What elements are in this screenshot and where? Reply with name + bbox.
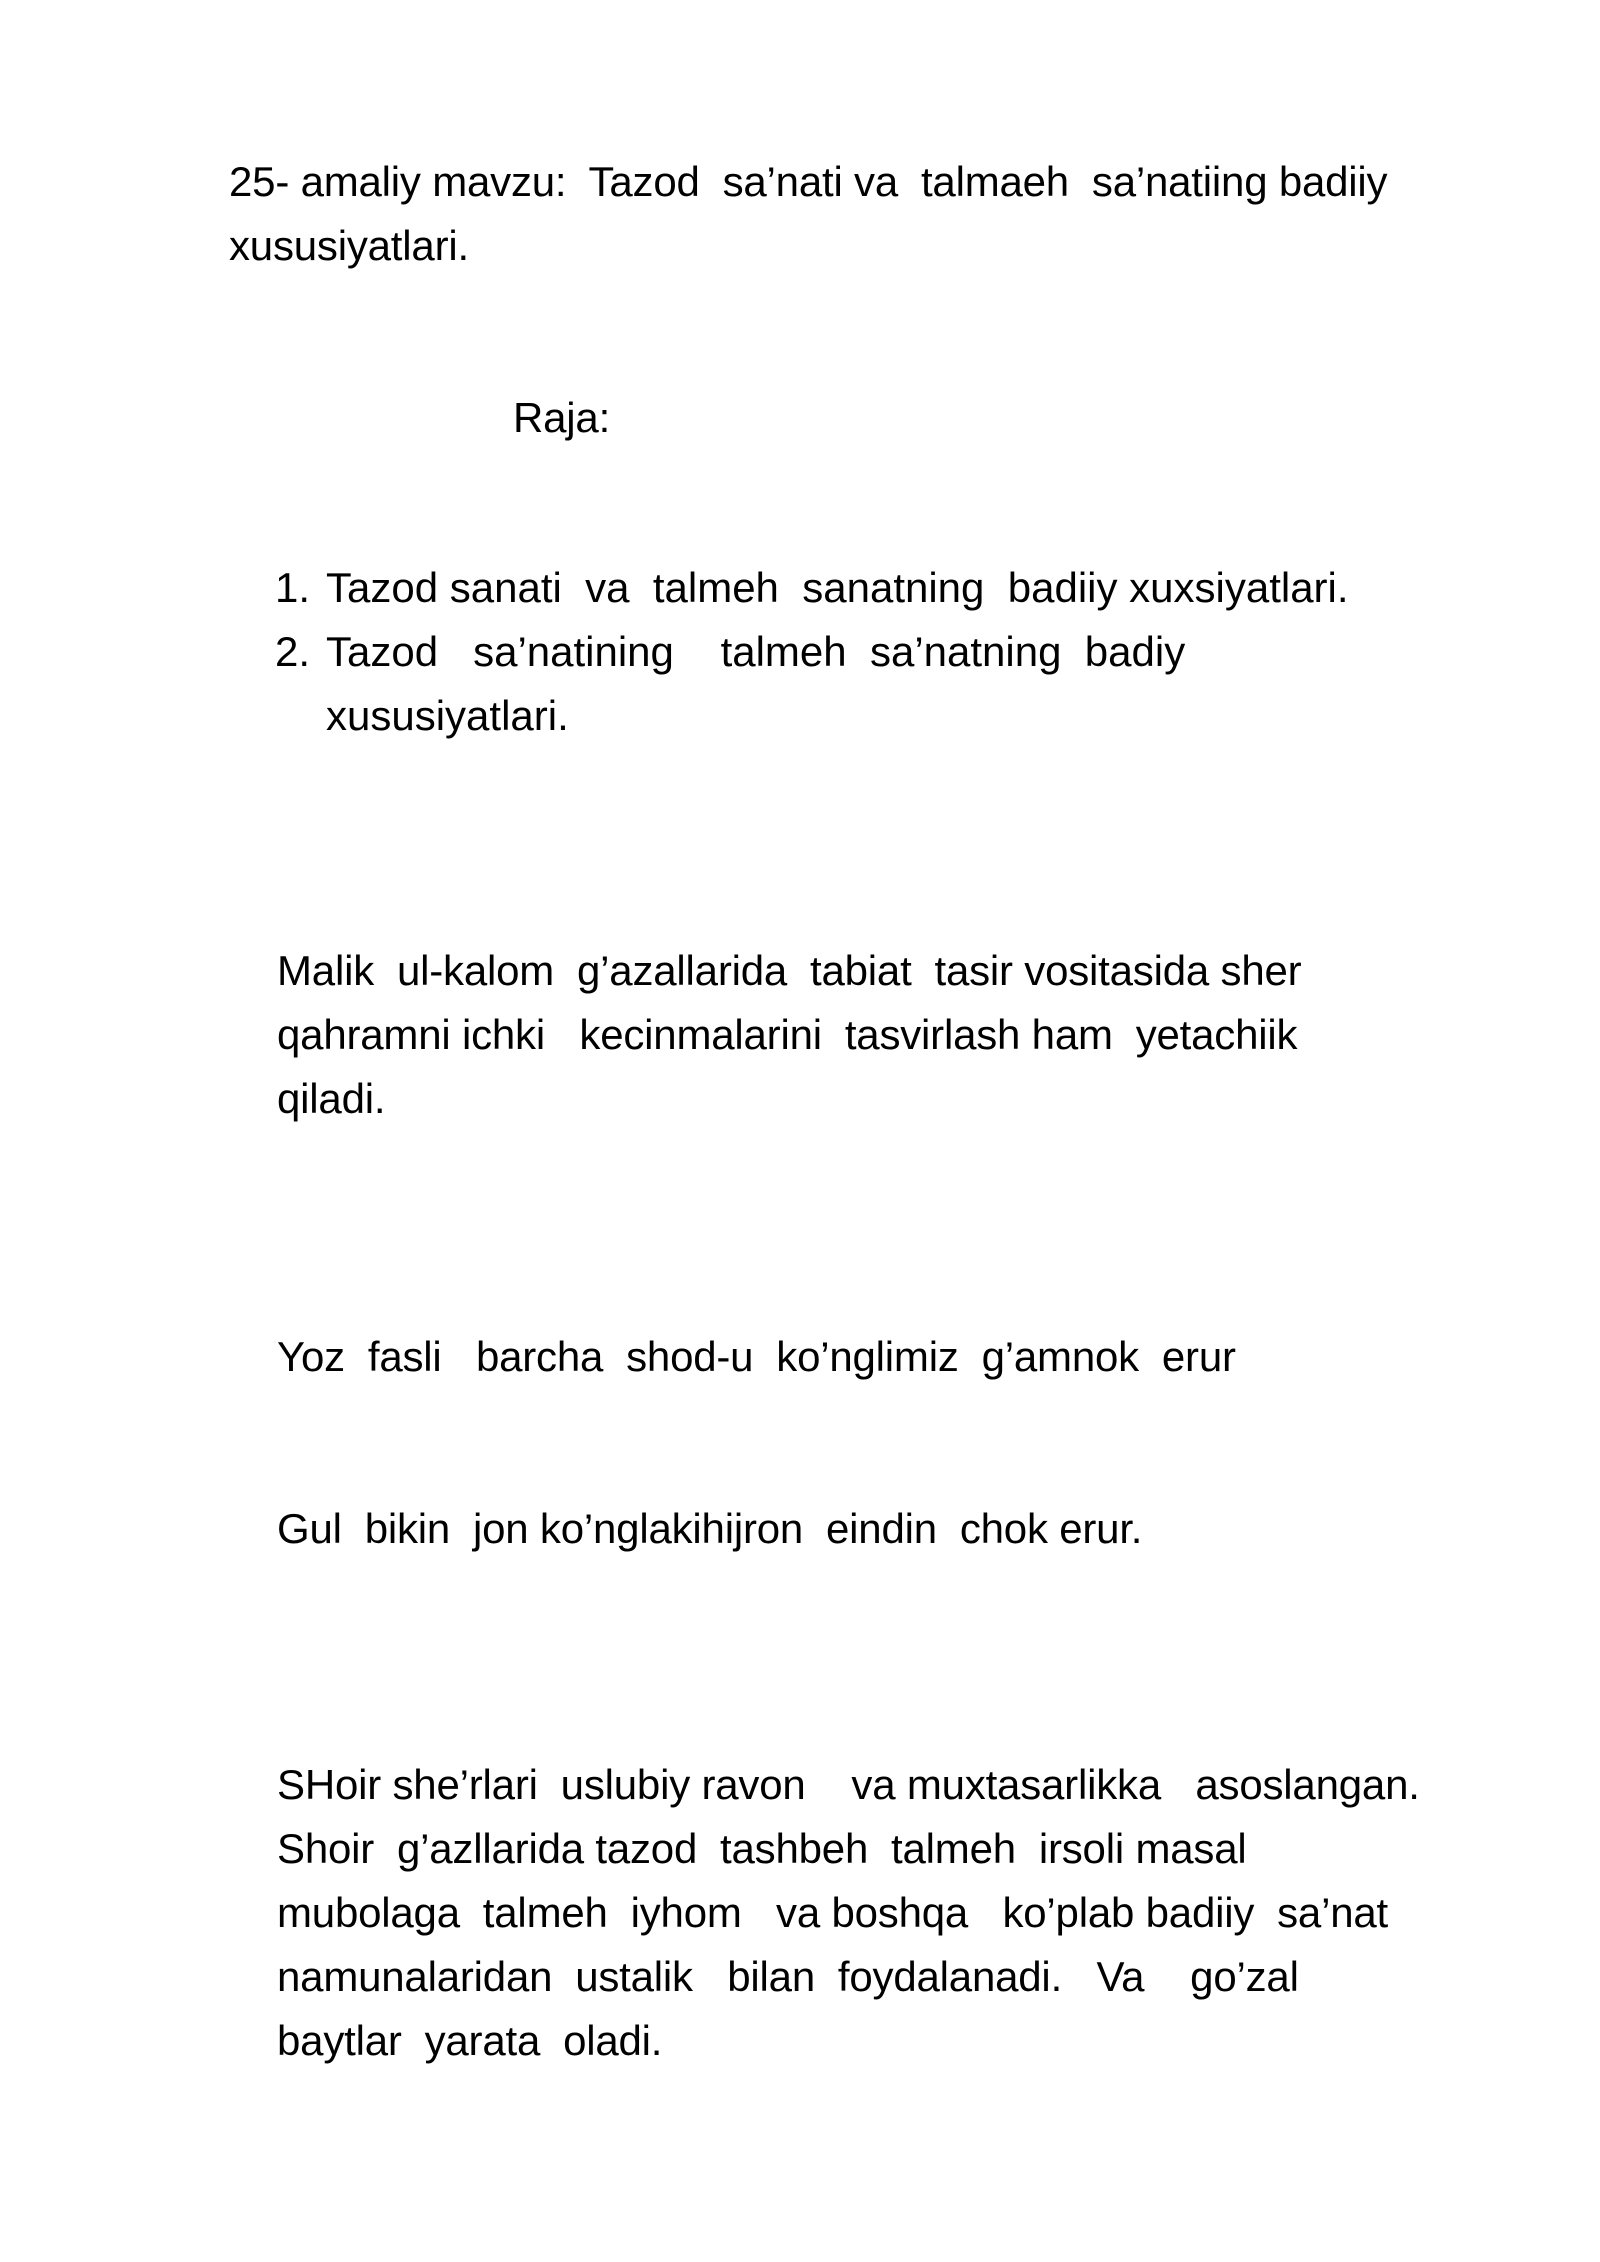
paragraph-line: qahramni ichki kecinmalarini tasvirlash ham yetachiik xyxy=(277,1011,1298,1058)
plan-list xyxy=(275,556,1349,748)
list-item-number: 1. xyxy=(275,564,311,611)
list-item-text: Tazod sanati va talmeh sanatning badiiy xuxsiyatlari. xyxy=(326,564,1349,611)
paragraph-style xyxy=(277,1753,1420,2073)
list-item-number: 2. xyxy=(275,628,311,675)
paragraph-line: SHoir she’rlari uslubiy ravon va muxtasarlikka asoslangan. xyxy=(277,1761,1420,1808)
paragraph-line: mubolaga talmeh iyhom va boshqa ko’plab badiiy sa’nat xyxy=(277,1889,1388,1936)
title-line-2: xususiyatlari. xyxy=(229,222,469,269)
verse-line-1: Yoz fasli barcha shod-u ko’nglimiz g’amnok erur xyxy=(277,1333,1236,1380)
document-title xyxy=(229,150,1387,278)
paragraph-line: namunalaridan ustalik bilan foydalanadi. Va go’zal xyxy=(277,1953,1299,2000)
paragraph-intro xyxy=(277,939,1301,1131)
plan-label: Raja: xyxy=(513,394,611,441)
list-item xyxy=(275,620,1349,748)
paragraph-line: Malik ul-kalom g’azallarida tabiat tasir vositasida sher xyxy=(277,947,1302,994)
list-item xyxy=(275,556,1349,620)
verse-line-2: Gul bikin jon ko’nglakihijron eindin chok erur. xyxy=(277,1505,1143,1552)
title-line-1: 25- amaliy mavzu: Tazod sa’nati va talmaeh sa’natiing badiiy xyxy=(229,158,1388,205)
paragraph-line: Shoir g’azllarida tazod tashbeh talmeh irsoli masal xyxy=(277,1825,1247,1872)
paragraph-line: qiladi. xyxy=(277,1075,386,1122)
list-item-text: Tazod sa’natining talmeh sa’natning badiy xyxy=(326,628,1186,675)
paragraph-line: baytlar yarata oladi. xyxy=(277,2017,663,2064)
list-item-text-continuation: xususiyatlari. xyxy=(326,692,569,739)
